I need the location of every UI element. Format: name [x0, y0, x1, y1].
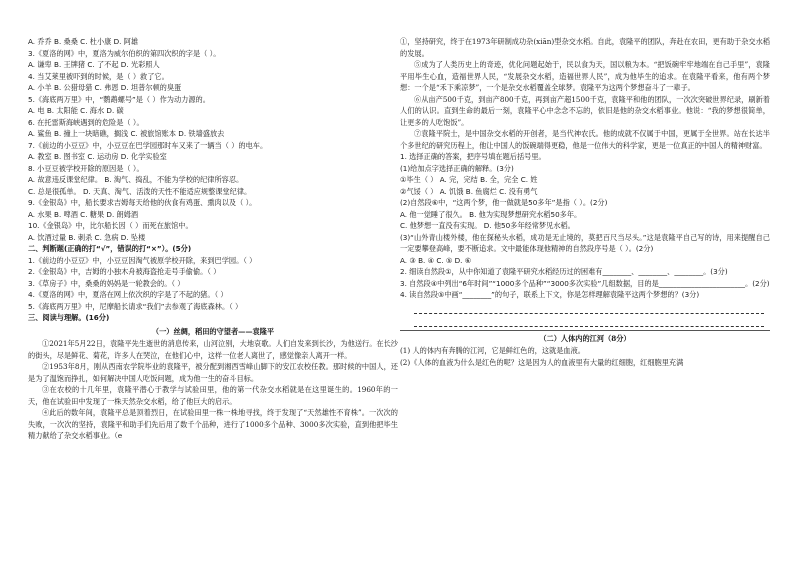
q8-question: 8. 小豆豆被学校开除的原因是（ ）。 — [28, 163, 144, 173]
q3-options: A. 谦卑 B. 王牌猪 C. 了不起 D. 光彩照人 — [28, 60, 160, 69]
passage-1-para-6: ⑥从亩产500千克，到亩产800千克，再到亩产超1500千克，袁隆平和他的团队，一次次突破世界纪录，刷新着人们的认识。直到生命的最后一刻，袁隆平心中念念不忘的，依旧是他的杂交水稻事业。他说：“我的梦想很简单，让更多的人吃饱饭”。 — [400, 94, 770, 127]
left-column — [28, 36, 398, 442]
section-3-heading: 三、阅读与理解。(16分) — [28, 313, 110, 322]
question-1-1-b: ②气馁（ ） A. 饥饿 B. 鱼腐烂 C. 没有勇气 — [400, 186, 538, 196]
q6-question: 6. 在托雷斯海峡遇到的危险是（ ）。 — [28, 117, 144, 127]
passage-2-title: （二）人体内的江河（8分） — [539, 333, 631, 343]
answer-line-2[interactable] — [414, 316, 764, 327]
q4-question: 4. 当艾莱里被吓到的时候，是（ ）救了它。 — [28, 71, 169, 81]
passage-1-title: （一）丝绸，稻田的守望者——袁隆平 — [151, 326, 275, 336]
q10-question: 10.《金银岛》中，比尔船长因（ ）而死在旅馆中。 — [28, 221, 193, 230]
section-divider — [400, 330, 770, 331]
q7-question: 7.《前边的小豆豆》中，小豆豆在巴学园那时车又来了一辆当（ ）的电车。 — [28, 140, 268, 150]
passage-2-para-1: (1) 人的体内有奔腾的江河，它是鲜红色的，这就是血液。 — [400, 346, 585, 355]
q9-options: A. 水果 B. 啤酒 C. 糖果 D. 朗姆酒 — [28, 209, 139, 219]
question-3: 3. 自然段④中列出“6年时间”“1000多个品种”“3000多次实验”几组数据，目的是________________________。(2分) — [400, 278, 770, 288]
q7-options: A. 教室 B. 图书室 C. 运动房 D. 化学实验室 — [28, 152, 167, 161]
passage-1-para-3: ③在农校的十几年里，袁隆平潜心于教学与试验田里，他的第一代杂交水稻就是在这里诞生的。1960年的一天，他在试验田中发现了一株天然杂交水稻，给了他巨大的启示。 — [28, 385, 398, 406]
q3-question: 3.《夏洛的网》中，夏洛为威尔伯织的第四次织的字是（ ）。 — [28, 48, 221, 58]
judge-2: 2.《金银岛》中，吉姆的小独木舟被海盗抢走号手偷偷。（ ） — [28, 267, 221, 276]
q9-question: 9.《金银岛》中，船长要求吉姆每天给他的伙食有鸡蛋、熏肉以及（ ）。 — [28, 198, 257, 207]
passage-1-para-7: ⑦袁隆平院士，是中国杂交水稻的开创者，是当代神农氏。他的成就不仅属于中国，更属于全世界。站在长达半个多世纪的研究历程上，他让中国人的饭碗端得更稳，他是一位伟大的科学家，更是一位真正的中国人的精神财富。 — [400, 129, 770, 150]
q5-question: 5.《海底两万里》中，“鹦鹉螺号”是（ ）作为动力源的。 — [28, 94, 210, 104]
question-4: 4. 读自然段⑤中画“________”的句子，联系上下文，你是怎样理解袁隆平这两个梦想的？(3分) — [400, 290, 700, 299]
question-1-3: (3)“山外青山楼外楼，他在探秘头水稻，成功是无止境的，莫把百尺当尽头。”这是袁隆平自己写的诗，用来提醒自己一定要攀登高峰，要不断追求。文中最能体现他精神的自然段序号是（ ）。(2分) — [400, 232, 770, 253]
passage-1-para-4: ④此后的数年间，袁隆平总是顶着烈日，在试验田里一株一株地寻找，终于发现了“天然雄性不育株”。一次次的失败，一次次的坚持，袁隆平和助手们先后用了数千个品种，进行了1000多个品种、3000多次实验，直到他把毕生精力献给了杂交水稻事业。（e — [28, 408, 398, 440]
passage-1-para-4-cont: ①，坚持研究，终于在1973年研制成功杂(xiān)型杂交水稻。自此，袁隆平的团队，奔赴在农田，更有助于杂交水稻的发展。 — [400, 37, 770, 58]
q10-options: A. 饮酒过量 B. 刺杀 C. 急病 D. 坠楼 — [28, 232, 146, 242]
passage-1-para-1: ①2021年5月22日，袁隆平先生逝世的消息传来，山河泣别，大地哀歌。人们自发来到长沙，为他送行。在长沙的街头，尽是鲜花、菊花，许多人在哭泣，在他们心中，这样一位老人离世了，感觉像亲人离开一样。 — [28, 339, 398, 360]
section-2-heading: 二、判断题(正确的打“√”，错误的打“×”）。(5分) — [28, 244, 192, 253]
judge-5: 5.《海底两万里》中，尼摩船长请求“我们”去参观了海底森林。（ ） — [28, 301, 243, 311]
q8-options-ab: A. 故意违反课堂纪律。 B. 淘气、捣乱，不能为学校的纪律所容忍。 — [28, 175, 244, 184]
answer-line-1[interactable] — [414, 303, 764, 314]
question-2: 2. 细读自然段①，从中你知道了袁隆平研究水稻经历过的困难有________、________、________。(3分) — [400, 267, 728, 276]
passage-2-para-2: (2)《人体的血液为什么是红色的呢？这是因为人的血液里有大量的红细胞，红细胞里充满 — [400, 357, 684, 367]
q4-options: A. 小羊 B. 公猎母猎 C. 弗恩 D. 坦普尔顿的臭蛋 — [28, 83, 182, 92]
question-1-3-options: A. ③ B. ④ C. ⑤ D. ⑥ — [400, 255, 472, 265]
right-column — [400, 36, 770, 368]
judge-1: 1.《前边的小豆豆》中，小豆豆因淘气被原学校开除，来到巴学园。（ ） — [28, 255, 257, 265]
q6-options: A. 鲨鱼 B. 撞上一块暗礁，搁浅 C. 被旅馆账本 D. 铁墙盛放去 — [28, 129, 225, 138]
q2-options: A. 乔乔 B. 桑桑 C. 杜小康 D. 阿雄 — [28, 37, 139, 46]
passage-1-para-5: ⑤成为了人类历史上的奇迹，优化问题起始于，民以食为天，国以粮为本。“把饭碗牢牢地端在自己手里”，袁隆平用毕生心血，造福世界人民，“发展杂交水稻，造福世界人民”，成为他毕生的追求。在袁隆平看来，他有两个梦想：一个是“禾下乘凉梦”，一个是杂交水稻覆盖全球梦。袁隆平为这两个梦想奋斗了一辈子。 — [400, 60, 770, 92]
question-1-1: (1)给加点字选择正确的解释。(3分) — [400, 163, 514, 173]
q5-options: A. 电 B. 太阳能 C. 海水 D. 碳 — [28, 106, 124, 115]
judge-3: 3.《草房子》中，桑桑的妈妈是一轮教会的。（ ） — [28, 278, 185, 288]
question-1-2-options-ab: A. 他一觉睡了很久。 B. 他为实现梦想研究水稻50多年。 — [400, 209, 582, 219]
question-1-intro: 1. 选择正确的答案，把序号填在题后括号里。 — [400, 152, 546, 161]
question-1-2: (2)自然段⑥中，“这两个梦，他一做就是50多年”是指（ ）。(2分) — [400, 198, 608, 207]
q8-options-cd: C. 总是很孤单。 D. 天真、淘气、活泼的天性不能适应规整课堂纪律。 — [28, 186, 252, 196]
judge-4: 4.《夏洛的网》中，夏洛在网上依次织的字是了不起的猪。（ ） — [28, 290, 228, 299]
question-1-1-a: ①毕生（ ） A. 完，完结 B. 全，完全 C. 姓 — [400, 175, 538, 184]
passage-1-para-2: ②1953年8月，刚从西南农学院毕业的袁隆平，被分配到湘西雪峰山脚下的安江农校任教。那时候的中国人，还是为了温饱而挣扎，如何解决中国人吃饭问题，成为他一生的奋斗目标。 — [28, 362, 398, 383]
question-1-2-options-cd: C. 他梦想一直没有实现。 D. 他50多年经常梦见水稻。 — [400, 221, 575, 230]
